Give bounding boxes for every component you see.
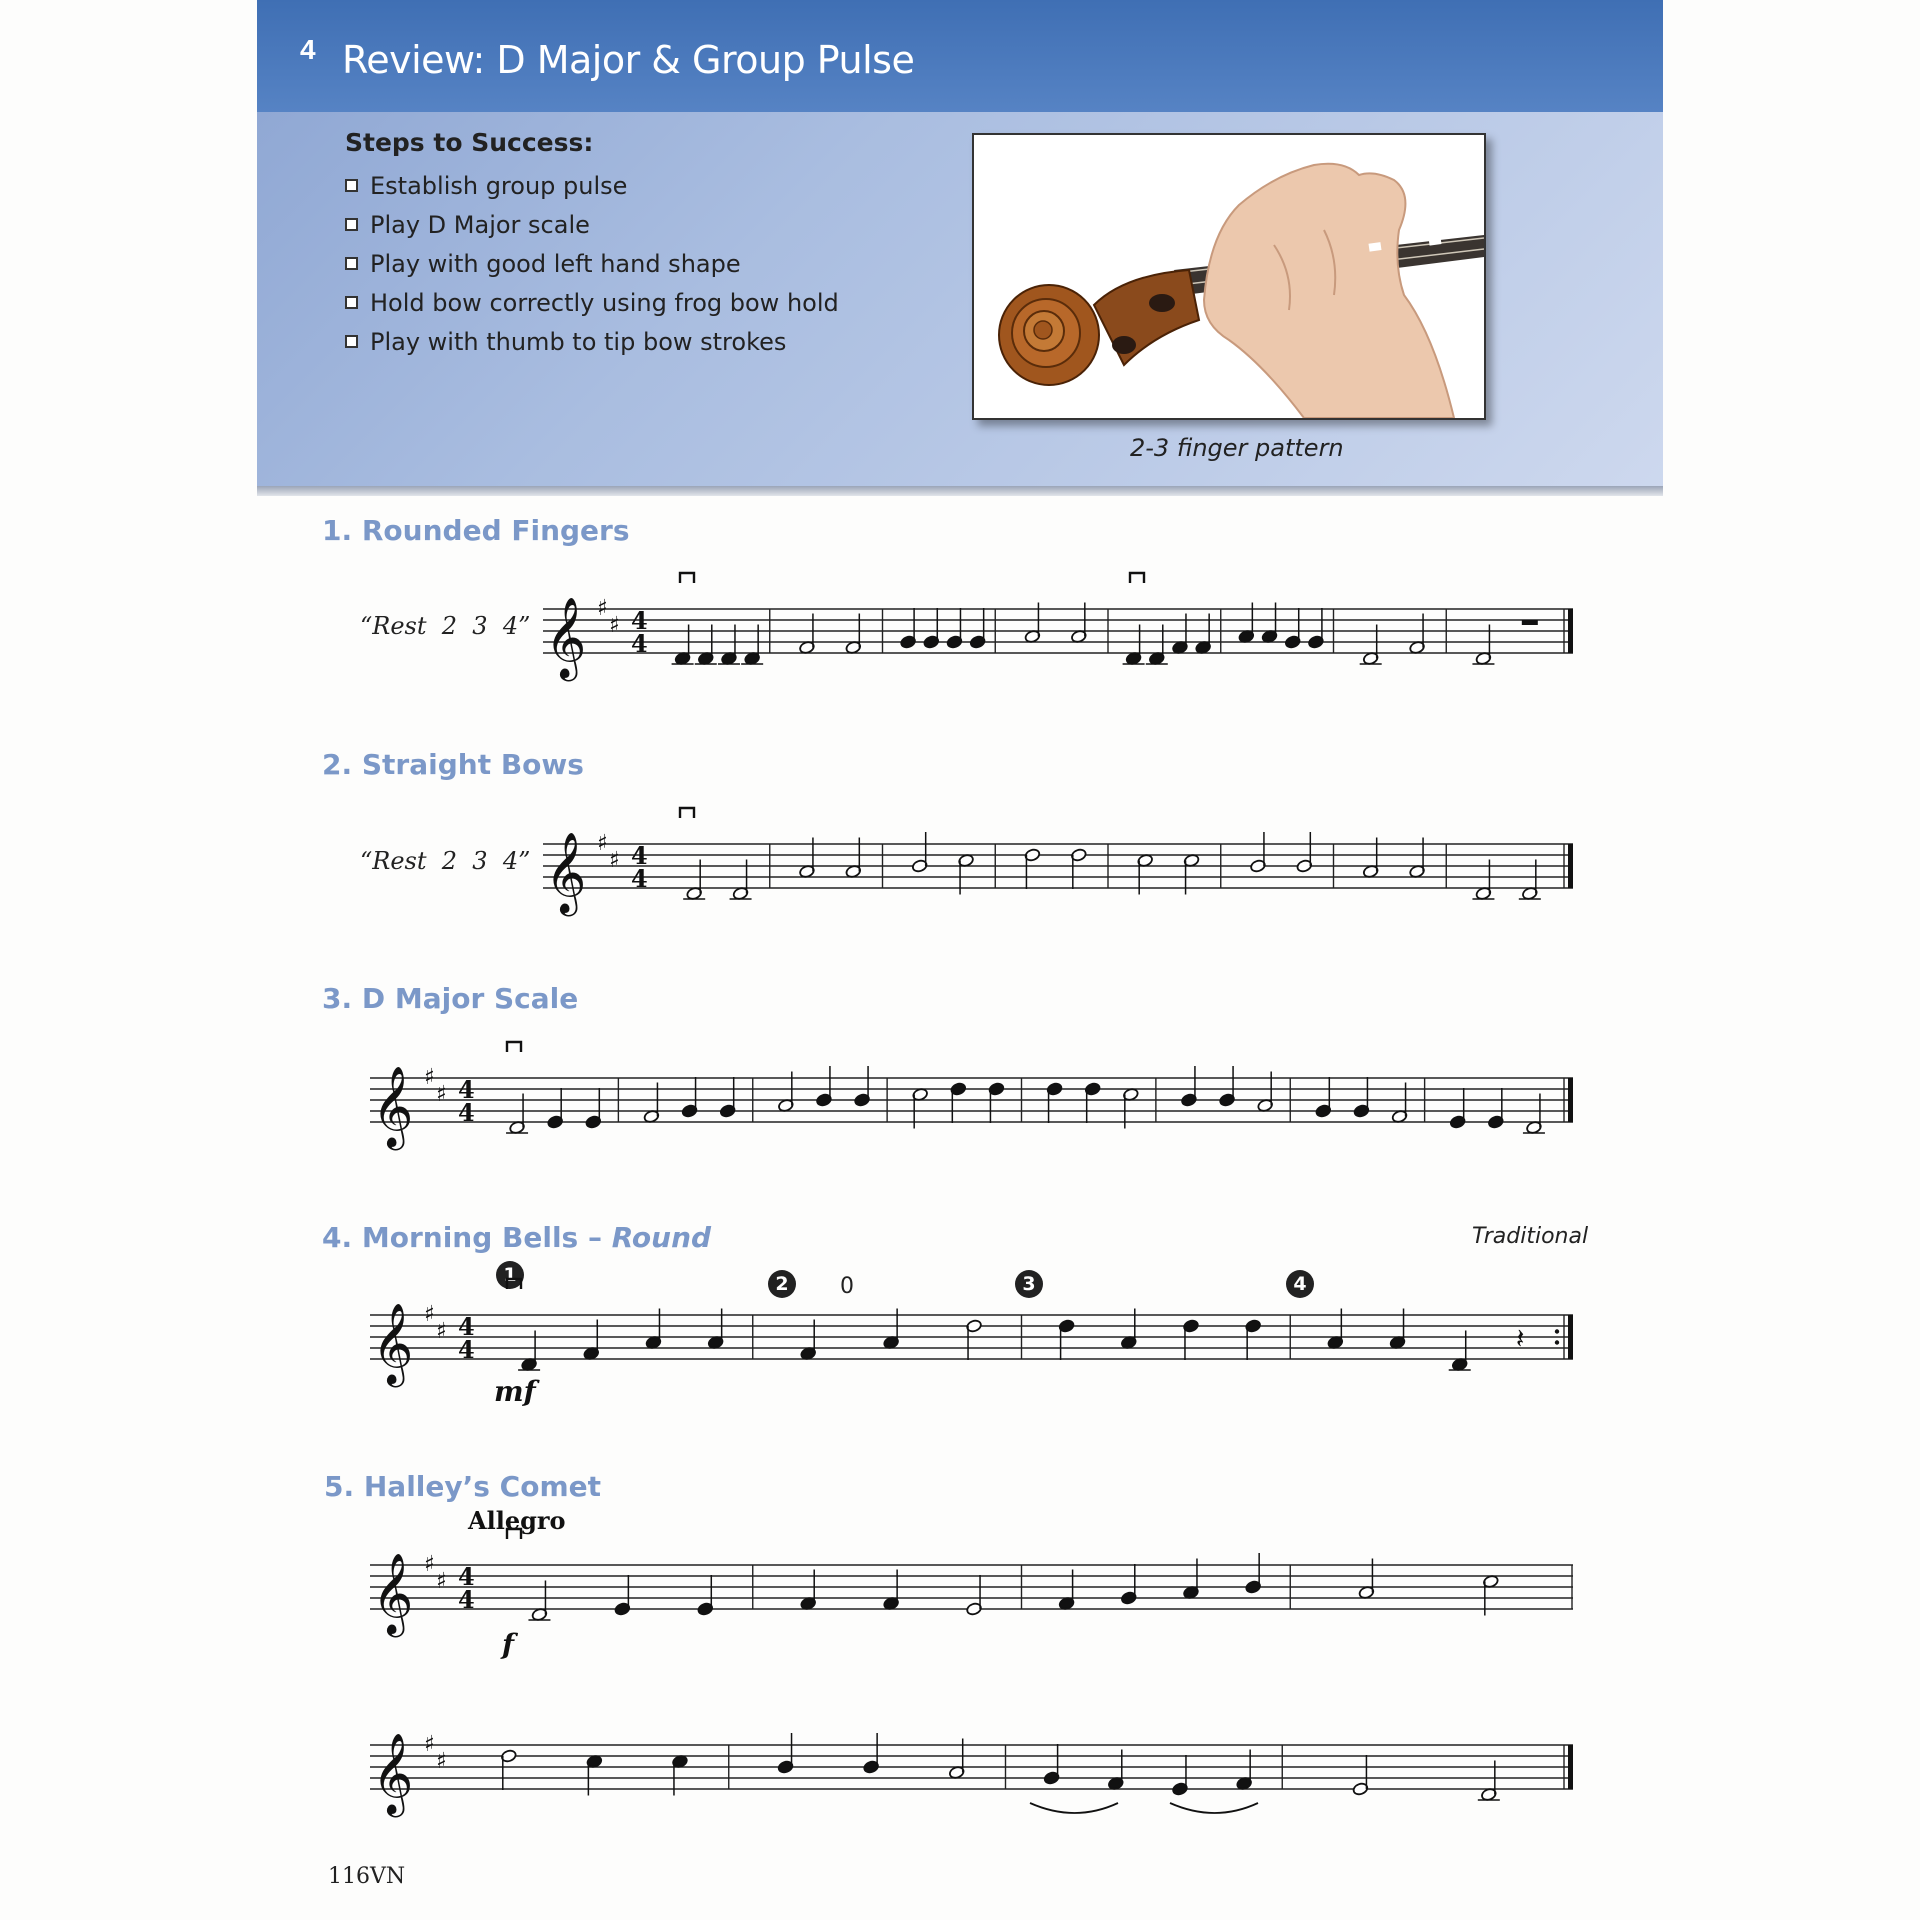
round-entry-marker: 3 xyxy=(1015,1270,1043,1298)
sharp-icon: ♯ xyxy=(424,1552,435,1577)
time-signature-top: 4 xyxy=(458,1312,475,1341)
panel-divider xyxy=(257,486,1663,496)
final-barline xyxy=(1568,609,1573,653)
music-staff xyxy=(370,1725,1573,1829)
checklist-item-label: Play with thumb to tip bow strokes xyxy=(370,327,787,356)
treble-clef-icon: 𝄞 xyxy=(372,1065,414,1147)
round-entry-marker: 4 xyxy=(1286,1270,1314,1298)
exercise-title: 5. Halley’s Comet xyxy=(324,1470,602,1503)
checkbox-icon xyxy=(345,257,358,270)
sharp-icon: ♯ xyxy=(597,596,608,621)
sharp-icon: ♯ xyxy=(436,1082,447,1107)
checklist-item xyxy=(345,244,839,283)
treble-clef-icon: 𝄞 xyxy=(372,1732,414,1814)
down-bow-icon xyxy=(1130,573,1144,583)
exercise-title xyxy=(322,1221,711,1254)
page-title: Review: D Major & Group Pulse xyxy=(342,38,915,82)
checkbox-icon xyxy=(345,335,358,348)
time-signature-bottom: 4 xyxy=(458,1335,475,1364)
dynamic-marking: f xyxy=(502,1628,515,1661)
final-barline xyxy=(1568,1315,1573,1359)
sharp-icon: ♯ xyxy=(436,1319,447,1344)
time-signature-bottom: 4 xyxy=(458,1098,475,1127)
down-bow-icon xyxy=(680,573,694,583)
exercise-title-main: 4. Morning Bells – xyxy=(322,1221,612,1254)
exercise-title: 3. D Major Scale xyxy=(322,982,579,1015)
time-signature-bottom: 4 xyxy=(631,629,648,658)
checklist-item-label: Establish group pulse xyxy=(370,171,628,200)
checklist-item-label: Play D Major scale xyxy=(370,210,590,239)
treble-clef-icon: 𝄞 xyxy=(545,596,587,678)
round-entry-marker: 2 xyxy=(768,1270,796,1298)
checklist-item xyxy=(345,322,839,361)
time-signature-top: 4 xyxy=(458,1562,475,1591)
composer-credit: Traditional xyxy=(1472,1224,1589,1249)
sharp-icon: ♯ xyxy=(609,848,620,873)
sharp-icon: ♯ xyxy=(436,1749,447,1774)
steps-heading: Steps to Success: xyxy=(345,128,594,157)
repeat-dot xyxy=(1555,1329,1559,1333)
music-staff xyxy=(543,824,1573,928)
treble-clef-icon: 𝄞 xyxy=(372,1302,414,1384)
violin-scroll-illustration xyxy=(974,135,1484,418)
spoken-count: “Rest 2 3 4” xyxy=(360,612,531,640)
final-barline xyxy=(1568,1078,1573,1122)
treble-clef-icon: 𝄞 xyxy=(545,831,587,913)
time-signature-top: 4 xyxy=(458,1075,475,1104)
sharp-icon: ♯ xyxy=(424,1065,435,1090)
slur xyxy=(1030,1803,1118,1813)
exercise-subtitle: Round xyxy=(611,1221,712,1254)
music-staff xyxy=(543,589,1573,693)
dynamic-marking: mf xyxy=(494,1375,536,1408)
exercise-title: 2. Straight Bows xyxy=(322,748,584,781)
music-staff xyxy=(370,1545,1573,1649)
sharp-icon: ♯ xyxy=(424,1302,435,1327)
checklist-item xyxy=(345,166,839,205)
checklist-item-label: Hold bow correctly using frog bow hold xyxy=(370,288,839,317)
music-staff xyxy=(370,1295,1573,1399)
exercise-title: 1. Rounded Fingers xyxy=(322,514,630,547)
steps-checklist xyxy=(345,166,839,361)
down-bow-icon xyxy=(507,1042,521,1052)
repeat-dot xyxy=(1555,1340,1559,1344)
checkbox-icon xyxy=(345,218,358,231)
final-barline xyxy=(1568,844,1573,888)
time-signature-bottom: 4 xyxy=(631,864,648,893)
catalog-code: 116VN xyxy=(328,1864,406,1889)
final-barline xyxy=(1568,1745,1573,1789)
checklist-item xyxy=(345,283,839,322)
checklist-item-label: Play with good left hand shape xyxy=(370,249,741,278)
quarter-rest-icon: 𝄽 xyxy=(1515,1322,1525,1355)
time-signature-top: 4 xyxy=(631,606,648,635)
sharp-icon: ♯ xyxy=(436,1569,447,1594)
sharp-icon: ♯ xyxy=(597,831,608,856)
rest-icon xyxy=(1522,620,1538,625)
open-string-marking: 0 xyxy=(840,1274,854,1299)
sharp-icon: ♯ xyxy=(609,613,620,638)
time-signature-top: 4 xyxy=(631,841,648,870)
checkbox-icon xyxy=(345,296,358,309)
tempo-marking: Allegro xyxy=(468,1506,566,1535)
checklist-item xyxy=(345,205,839,244)
treble-clef-icon: 𝄞 xyxy=(372,1552,414,1634)
page-number: 4 xyxy=(300,34,316,65)
music-staff xyxy=(370,1058,1573,1162)
photo-caption: 2-3 finger pattern xyxy=(1130,434,1344,462)
round-entry-marker: 1 xyxy=(496,1261,524,1289)
violin-hand-photo xyxy=(972,133,1486,420)
down-bow-icon xyxy=(680,808,694,818)
sharp-icon: ♯ xyxy=(424,1732,435,1757)
spoken-count: “Rest 2 3 4” xyxy=(360,847,531,875)
time-signature-bottom: 4 xyxy=(458,1585,475,1614)
slur xyxy=(1170,1803,1258,1813)
checkbox-icon xyxy=(345,179,358,192)
